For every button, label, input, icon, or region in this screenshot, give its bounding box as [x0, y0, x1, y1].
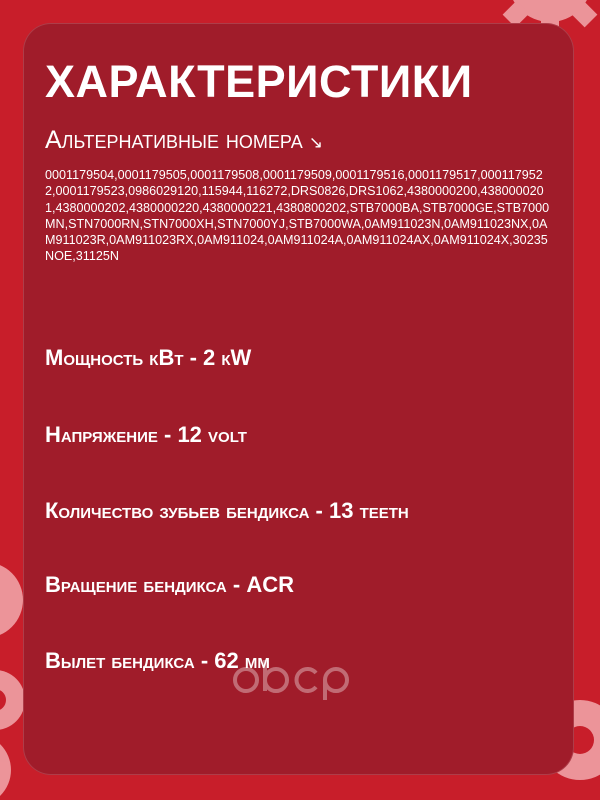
alt-numbers-list: 0001179504,0001179505,0001179508,0001179509,0001179516,0001179517,0001179522,0001179523,0986029120,115944,116272,DRS0826,DRS1062,4380000200,4380000201,4380000202,4380000220,4380000221,4380800202,STB7000BA,STB7000GE,STB7000MN,STN7000RN,STN7000XH,STN7000YJ,STB7000WA,0AM911023N,0AM911023NX,0AM911023R,0AM911023RX,0AM911024,0AM911024A,0AM911024AX,0AM911024X,30235NOE,31125N: [45, 168, 550, 264]
alt-numbers-heading: [45, 126, 323, 155]
spec-teeth: Количество зубьев бендикса - 13 teeth: [45, 498, 409, 523]
arrow-down-right-icon: ↘: [308, 133, 323, 152]
spec-power: Мощность кВт - 2 кW: [45, 345, 252, 370]
alt-numbers-label: Альтернативные номера: [45, 126, 303, 154]
spec-voltage: Напряжение - 12 volt: [45, 422, 247, 447]
watermark-logo: [231, 656, 381, 701]
spec-length: Вылет бендикса - 62 мм: [45, 648, 270, 673]
characteristics-card: [23, 23, 574, 775]
spec-rotation: Вращение бендикса - ACR: [45, 572, 294, 597]
page-title: ХАРАКТЕРИСТИКИ: [45, 56, 473, 107]
